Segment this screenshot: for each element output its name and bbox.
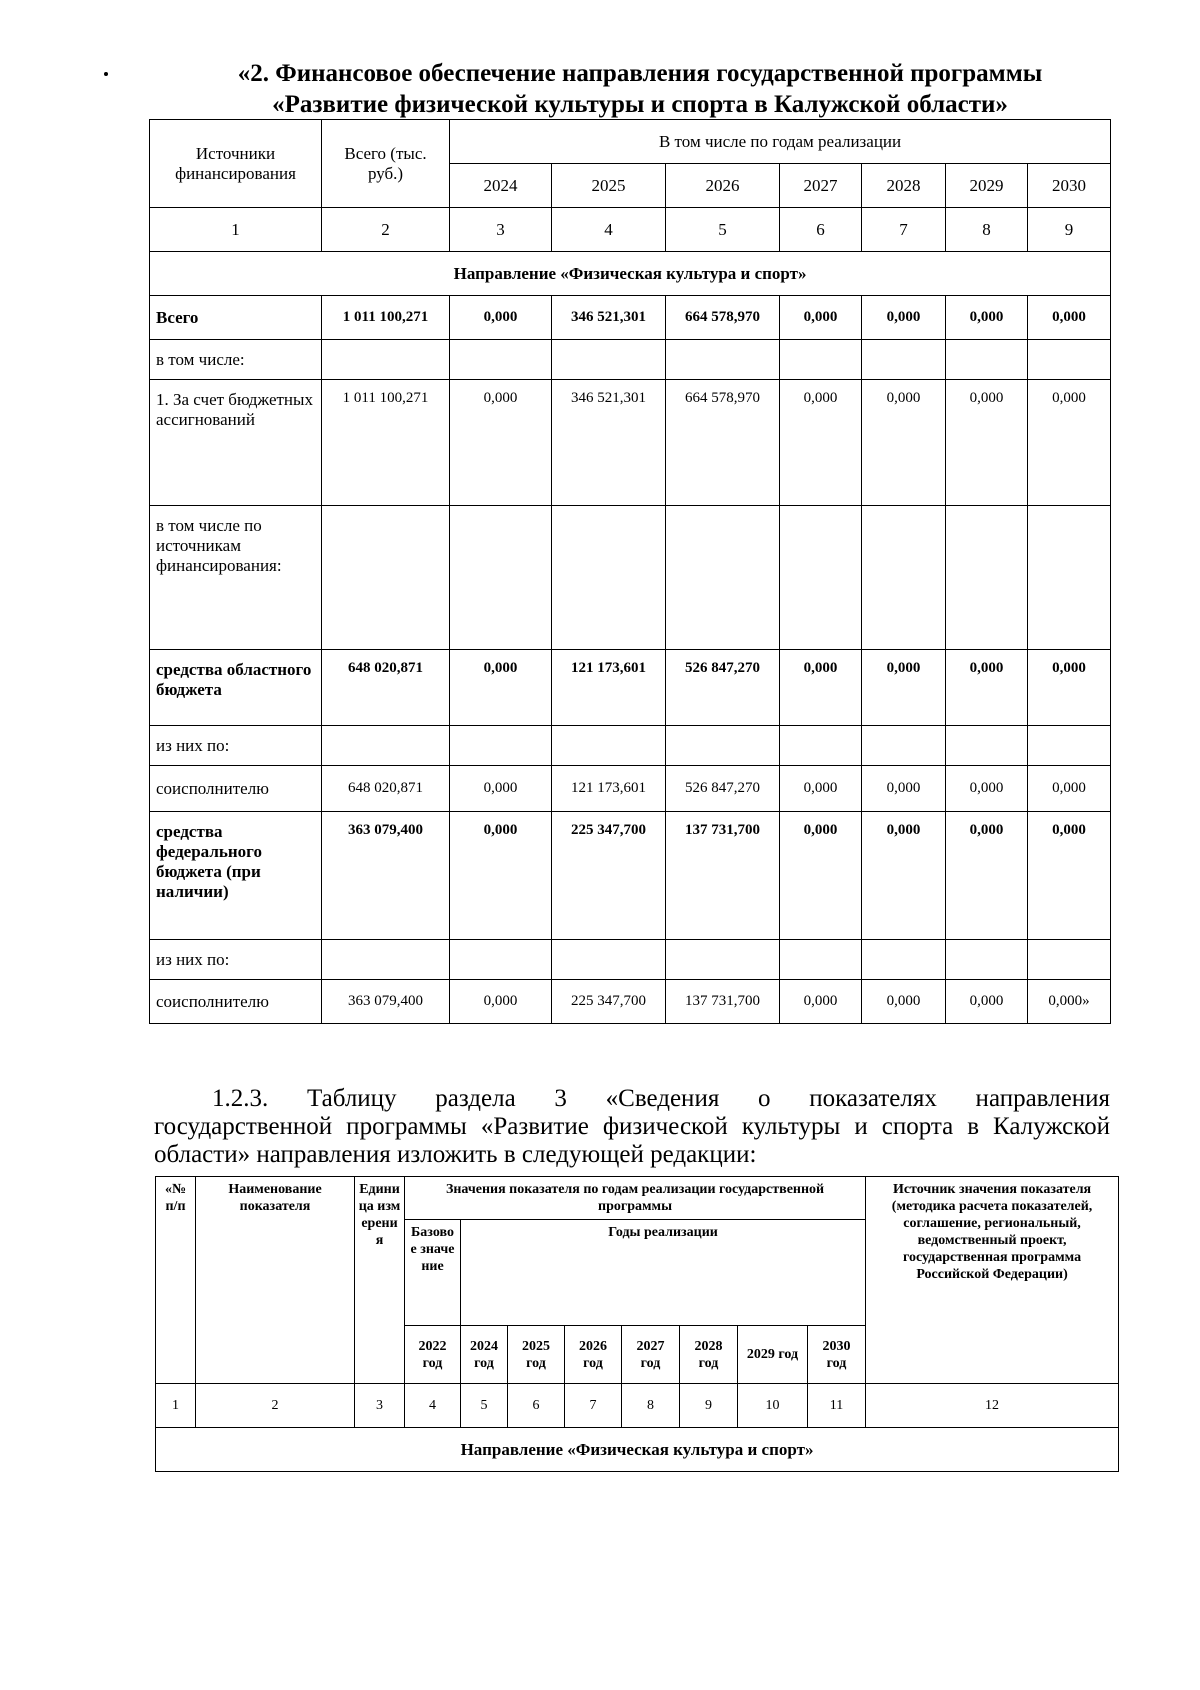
row-value: [1028, 940, 1111, 980]
row-value: 0,000: [862, 380, 946, 506]
header-by-years: В том числе по годам реализации: [450, 120, 1111, 164]
row-value: 0,000: [450, 766, 552, 812]
row-value: 0,000: [862, 980, 946, 1024]
row-value: 0,000: [780, 980, 862, 1024]
indicators-table: [155, 1176, 1119, 1472]
row-value: [552, 940, 666, 980]
ind-header-years-label: Годы реализации: [461, 1220, 866, 1326]
ind-year-cell: 2030 год: [808, 1326, 866, 1384]
row-value: 363 079,400: [322, 812, 450, 940]
column-number-cell: 3: [450, 208, 552, 252]
finance-row: [150, 940, 1111, 980]
row-label: средства областного бюджета: [150, 650, 322, 726]
row-value: 0,000: [450, 296, 552, 340]
paragraph-line-1: 1.2.3. Таблицу раздела 3 «Сведения о показателях направления: [212, 1085, 1110, 1112]
row-value: [780, 506, 862, 650]
ind-header-values: Значения показателя по годам реализации государственной программы: [405, 1177, 866, 1220]
ind-year-cell: 2029 год: [738, 1326, 808, 1384]
row-value: 225 347,700: [552, 980, 666, 1024]
row-value: [322, 506, 450, 650]
header-year-cell: 2029: [946, 164, 1028, 208]
ind-year-cell: 2024 год: [461, 1326, 508, 1384]
column-number-cell: 4: [552, 208, 666, 252]
row-value: [552, 506, 666, 650]
row-value: [322, 726, 450, 766]
row-value: 0,000: [1028, 650, 1111, 726]
header-year-cell: 2026: [666, 164, 780, 208]
column-number-cell: 6: [780, 208, 862, 252]
row-value: [862, 726, 946, 766]
row-value: 0,000: [450, 650, 552, 726]
ind-column-number: 11: [808, 1384, 866, 1428]
row-label: соисполнителю: [150, 766, 322, 812]
row-value: 0,000: [862, 650, 946, 726]
row-value: 0,000: [946, 650, 1028, 726]
row-label: средства федерального бюджета (при наличии): [150, 812, 322, 940]
row-value: 526 847,270: [666, 650, 780, 726]
paragraph-rest: государственной программы «Развитие физической культуры и спорта в Калужской области» направления изложить в следующей редакции:: [154, 1113, 1110, 1168]
row-value: 0,000: [450, 812, 552, 940]
ind-year-cell: 2027 год: [622, 1326, 680, 1384]
finance-row: [150, 812, 1111, 940]
row-value: 648 020,871: [322, 650, 450, 726]
row-value: 0,000: [1028, 812, 1111, 940]
row-value: 0,000»: [1028, 980, 1111, 1024]
header-year-cell: 2030: [1028, 164, 1111, 208]
title-line-2: «Развитие физической культуры и спорта в Калужской области»: [272, 91, 1008, 118]
finance-row: [150, 296, 1111, 340]
row-value: 137 731,700: [666, 812, 780, 940]
scan-dot: [104, 72, 108, 76]
row-value: 0,000: [862, 766, 946, 812]
row-value: [450, 726, 552, 766]
ind-column-number: 2: [196, 1384, 355, 1428]
row-value: 664 578,970: [666, 380, 780, 506]
row-value: 648 020,871: [322, 766, 450, 812]
ind-year-cell: 2028 год: [680, 1326, 738, 1384]
row-value: 0,000: [946, 812, 1028, 940]
row-label: из них по:: [150, 726, 322, 766]
row-value: 225 347,700: [552, 812, 666, 940]
header-year-cell: 2028: [862, 164, 946, 208]
row-value: [450, 506, 552, 650]
row-value: 0,000: [946, 980, 1028, 1024]
row-label: в том числе по источникам финансирования:: [150, 506, 322, 650]
row-value: [666, 726, 780, 766]
row-value: [666, 940, 780, 980]
ind-column-number: 1: [156, 1384, 196, 1428]
ind-year-cell: 2022 год: [405, 1326, 461, 1384]
row-label: Всего: [150, 296, 322, 340]
ind-column-number: 10: [738, 1384, 808, 1428]
finance-row: [150, 766, 1111, 812]
row-value: 0,000: [780, 766, 862, 812]
ind-year-cell: 2026 год: [565, 1326, 622, 1384]
finance-row: [150, 650, 1111, 726]
header-sources: Источники финансирования: [150, 120, 322, 208]
ind-column-number: 8: [622, 1384, 680, 1428]
document-title: [150, 58, 1130, 120]
row-value: [450, 940, 552, 980]
row-value: [552, 726, 666, 766]
row-value: 0,000: [780, 380, 862, 506]
ind-column-number: 6: [508, 1384, 565, 1428]
row-value: [1028, 726, 1111, 766]
row-value: 0,000: [946, 380, 1028, 506]
ind-section-title: Направление «Физическая культура и спорт»: [156, 1428, 1119, 1472]
row-value: 346 521,301: [552, 380, 666, 506]
row-value: [862, 940, 946, 980]
row-value: 137 731,700: [666, 980, 780, 1024]
row-value: [322, 340, 450, 380]
row-value: [780, 940, 862, 980]
row-value: [946, 340, 1028, 380]
row-value: [552, 340, 666, 380]
ind-column-number: 5: [461, 1384, 508, 1428]
row-value: 0,000: [1028, 296, 1111, 340]
column-number-cell: 2: [322, 208, 450, 252]
row-value: 121 173,601: [552, 650, 666, 726]
ind-column-number: 9: [680, 1384, 738, 1428]
row-value: [780, 340, 862, 380]
column-number-cell: 9: [1028, 208, 1111, 252]
row-value: 526 847,270: [666, 766, 780, 812]
ind-year-cell: 2025 год: [508, 1326, 565, 1384]
ind-column-number: 3: [355, 1384, 405, 1428]
row-value: 121 173,601: [552, 766, 666, 812]
row-label: соисполнителю: [150, 980, 322, 1024]
row-value: [946, 940, 1028, 980]
row-value: [666, 340, 780, 380]
row-value: 0,000: [450, 380, 552, 506]
header-total: Всего (тыс. руб.): [322, 120, 450, 208]
column-number-cell: 1: [150, 208, 322, 252]
row-value: [946, 506, 1028, 650]
ind-header-unit: Единица измерения: [355, 1177, 405, 1384]
finance-row: [150, 726, 1111, 766]
title-line-1: «2. Финансовое обеспечение направления государственной программы: [237, 60, 1043, 87]
row-value: [862, 340, 946, 380]
row-value: [322, 940, 450, 980]
row-value: 0,000: [780, 650, 862, 726]
column-number-cell: 7: [862, 208, 946, 252]
row-value: [780, 726, 862, 766]
row-value: 0,000: [780, 812, 862, 940]
row-value: 1 011 100,271: [322, 296, 450, 340]
finance-section-title: Направление «Физическая культура и спорт»: [150, 252, 1111, 296]
row-value: 346 521,301: [552, 296, 666, 340]
finance-row: [150, 506, 1111, 650]
row-value: 0,000: [862, 296, 946, 340]
header-year-cell: 2025: [552, 164, 666, 208]
header-year-cell: 2024: [450, 164, 552, 208]
row-value: [946, 726, 1028, 766]
ind-column-number: 7: [565, 1384, 622, 1428]
header-year-cell: 2027: [780, 164, 862, 208]
ind-header-name: Наименование показателя: [196, 1177, 355, 1384]
ind-header-num: «№ п/п: [156, 1177, 196, 1384]
row-value: 0,000: [1028, 380, 1111, 506]
row-value: [666, 506, 780, 650]
finance-table: [149, 119, 1111, 1024]
finance-row: [150, 980, 1111, 1024]
row-value: 1 011 100,271: [322, 380, 450, 506]
row-value: 0,000: [780, 296, 862, 340]
paragraph-1-2-3: [154, 1085, 1110, 1169]
row-value: 0,000: [450, 980, 552, 1024]
ind-column-number: 4: [405, 1384, 461, 1428]
row-value: 0,000: [946, 766, 1028, 812]
row-label: из них по:: [150, 940, 322, 980]
ind-header-base: Базовое значение: [405, 1220, 461, 1326]
finance-row: [150, 340, 1111, 380]
row-value: 0,000: [1028, 766, 1111, 812]
row-value: 664 578,970: [666, 296, 780, 340]
row-value: [862, 506, 946, 650]
row-value: [450, 340, 552, 380]
column-number-cell: 8: [946, 208, 1028, 252]
row-label: в том числе:: [150, 340, 322, 380]
row-label: 1. За счет бюджетных ассигнований: [150, 380, 322, 506]
column-number-cell: 5: [666, 208, 780, 252]
row-value: [1028, 506, 1111, 650]
row-value: 0,000: [862, 812, 946, 940]
ind-column-number: 12: [866, 1384, 1119, 1428]
finance-row: [150, 380, 1111, 506]
row-value: [1028, 340, 1111, 380]
ind-header-source: Источник значения показателя (методика расчета показателей, соглашение, региональный, ведомственный проект, государственная программа Российской Федерации): [866, 1177, 1119, 1384]
row-value: 363 079,400: [322, 980, 450, 1024]
row-value: 0,000: [946, 296, 1028, 340]
